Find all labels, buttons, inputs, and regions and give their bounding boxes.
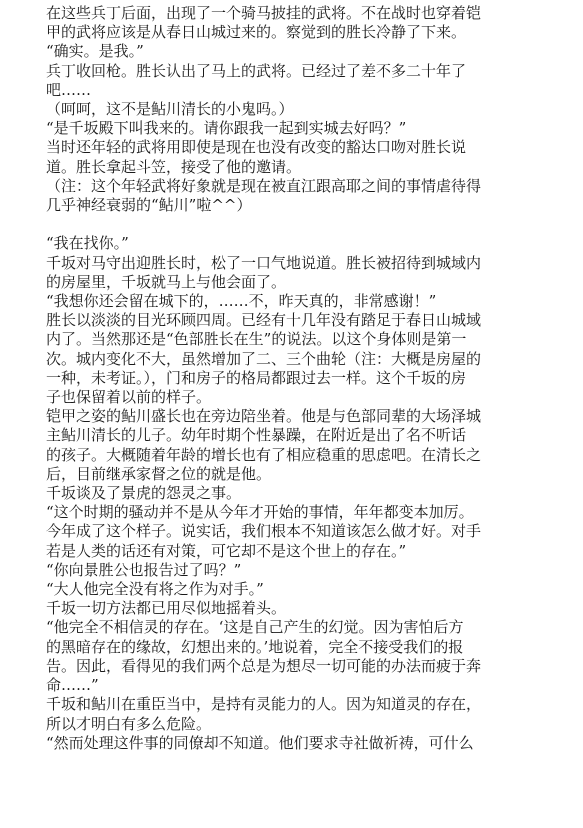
text-line-21: 子也保留着以前的样子。: [46, 388, 212, 407]
text-line-24: 的孩子。大概随着年龄的增长也有了相应稳重的思虑吧。在清长之: [46, 445, 482, 464]
text-line-27: “这个时期的骚动并不是从今年才开始的事情，年年都变本加厉。: [46, 503, 474, 522]
text-line-10: （注：这个年轻武将好象就是现在被直江跟高耶之间的事情虐待得: [46, 176, 482, 195]
text-line-23: 主鲇川清长的儿子。幼年时期个性暴躁，在附近是出了名不听话: [46, 426, 467, 445]
text-line-7: “是千坂殿下叫我来的。请你跟我一起到实城去好吗？”: [46, 119, 407, 138]
text-line-37: 千坂和鲇川在重臣当中，是持有灵能力的人。因为知道灵的存在，: [46, 695, 482, 714]
text-line-8: 当时还年轻的武将用即使是现在也没有改变的豁达口吻对胜长说: [46, 138, 467, 157]
text-line-9: 道。胜长拿起斗笠，接受了他的邀请。: [46, 157, 302, 176]
text-line-4: 兵丁收回枪。胜长认出了马上的武将。已经过了差不多二十年了: [46, 61, 467, 80]
text-line-3: “确实。是我。”: [46, 42, 144, 61]
text-line-28: 今年成了这个样子。说实话，我们根本不知道该怎么做才好。对手: [46, 522, 482, 541]
text-line-20: 一种，未考证。），门和房子的格局都跟过去一样。这个千坂的房: [46, 368, 467, 387]
text-line-36: 命……”: [46, 676, 99, 695]
text-line-17: 胜长以淡淡的目光环顾四周。已经有十几年没有踏足于春日山城域: [46, 311, 482, 330]
text-line-34: 的黑暗存在的缘故，幻想出来的。’地说着，完全不接受我们的报: [46, 637, 464, 656]
text-line-18: 内了。当然那还是“色部胜长在生”的说法。以这个身体则是第一: [46, 330, 467, 349]
text-line-31: “大人他完全没有将之作为对手。”: [46, 580, 264, 599]
text-line-35: 告。因此，看得见的我们两个总是为想尽一切可能的办法而疲于奔: [46, 656, 482, 675]
text-line-39: “然而处理这件事的同僚却不知道。他们要求寺社做祈祷，可什么: [46, 733, 474, 752]
text-line-29: 若是人类的话还有对策，可它却不是这个世上的存在。”: [46, 541, 407, 560]
text-line-16: “我想你还会留在城下的，……不，昨天真的，非常感谢！”: [46, 292, 437, 311]
text-line-15: 的房屋里，千坂就马上与他会面了。: [46, 272, 287, 291]
text-line-26: 千坂谈及了景虎的怨灵之事。: [46, 484, 242, 503]
text-line-30: “你向景胜公也报告过了吗？”: [46, 560, 242, 579]
text-line-32: 千坂一切方法都已用尽似地摇着头。: [46, 599, 287, 618]
blank-line: [46, 215, 556, 234]
text-line-11: 几乎神经衰弱的“鲇川”啦^^）: [46, 196, 252, 215]
text-line-13: “我在找你。”: [46, 234, 129, 253]
text-line-6: （呵呵，这不是鲇川清长的小鬼吗。）: [46, 100, 294, 119]
text-line-5: 吧……: [46, 80, 92, 99]
text-line-22: 铠甲之姿的鲇川盛长也在旁边陪坐着。他是与色部同辈的大场泽城: [46, 407, 482, 426]
text-line-14: 千坂对马守出迎胜长时，松了一口气地说道。胜长被招待到城域内: [46, 253, 482, 272]
text-line-33: “他完全不相信灵的存在。‘这是自己产生的幻觉。因为害怕后方: [46, 618, 464, 637]
text-line-38: 所以才明白有多么危险。: [46, 714, 212, 733]
text-line-19: 次。城内变化不大，虽然增加了二、三个曲轮（注：大概是房屋的: [46, 349, 482, 368]
text-line-1: 在这些兵丁后面，出现了一个骑马披挂的武将。不在战时也穿着铠: [46, 4, 482, 22]
text-line-25: 后，目前继承家督之位的就是他。: [46, 464, 272, 483]
document-page: [46, 4, 556, 753]
text-line-2: 甲的武将应该是从春日山城过来的。察觉到的胜长冷静了下来。: [46, 23, 467, 42]
